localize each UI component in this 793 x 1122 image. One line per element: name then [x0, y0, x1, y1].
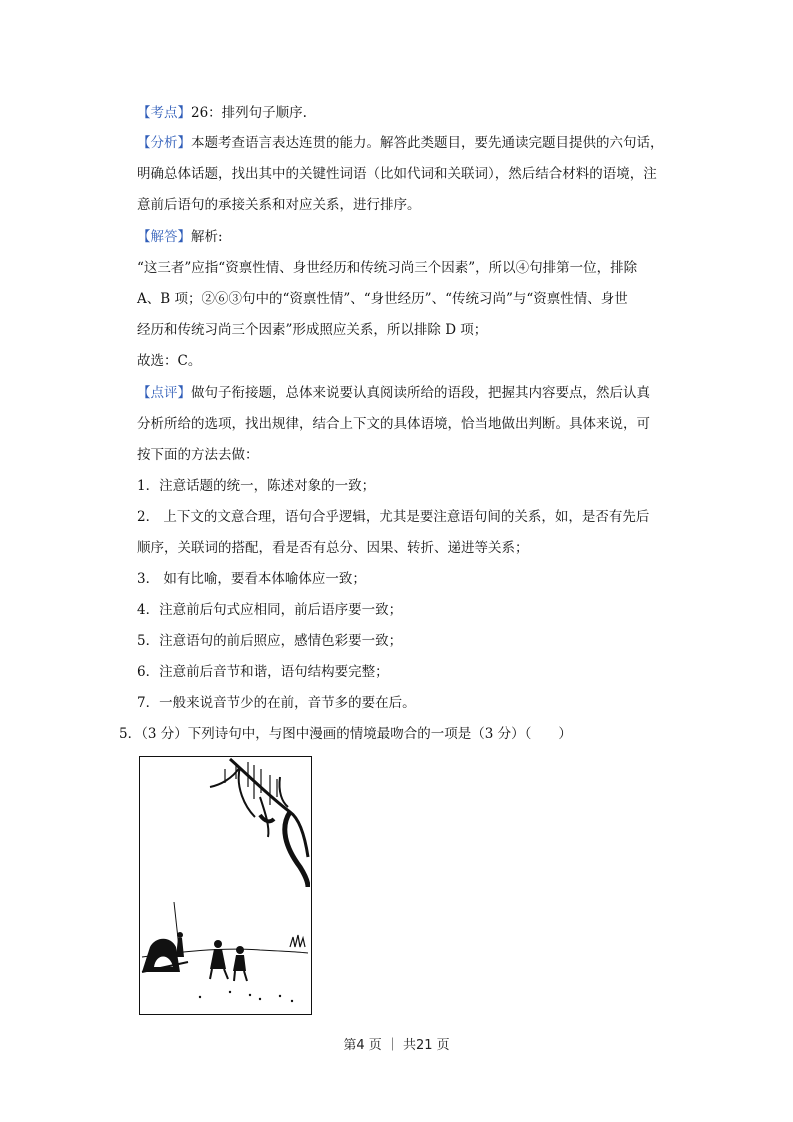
fenxi-line2: 明确总体话题，找出其中的关键性词语（比如代词和关联词），然后结合材料的语境，注 — [137, 166, 657, 182]
fenxi-line3: 意前后语句的承接关系和对应关系，进行排序。 — [137, 197, 421, 213]
kaodian-text: 26：排列句子顺序. — [191, 105, 307, 121]
kaodian-section — [137, 98, 677, 129]
method-item: 3． 如有比喻，要看本体喻体应一致； — [137, 571, 366, 587]
question-5: 5．（3 分）下列诗句中，与图中漫画的情境最吻合的一项是（3 分）（ ） — [119, 726, 572, 742]
method-item: 5．注意语句的前后照应，感情色彩要一致； — [137, 633, 403, 649]
jieda-line3: 经历和传统习尚三个因素”形成照应关系，所以排除 D 项； — [137, 322, 488, 338]
method-item: 顺序，关联词的搭配，看是否有总分、因果、转折、递进等关系； — [137, 540, 529, 556]
method-item: 7．一般来说音节少的在前，音节多的要在后。 — [137, 695, 416, 711]
cartoon-illustration — [140, 757, 310, 1013]
fenxi-section — [137, 128, 677, 221]
dianping-line2: 分析所给的选项，找出规律，结合上下文的具体语境，恰当地做出判断。具体来说，可 — [137, 416, 650, 432]
dianping-line1: 做句子衔接题，总体来说要认真阅读所给的语段，把握其内容要点，然后认真 — [191, 385, 650, 401]
kaodian-tag: 【考点】 — [137, 105, 191, 121]
jieda-head: 解析: — [191, 229, 223, 245]
page-footer: 第4 页 ｜ 共21 页 — [343, 1038, 450, 1053]
dianping-section — [137, 378, 677, 719]
method-item: 2． 上下文的文意合理，语句合乎逻辑，尤其是要注意语句间的关系，如，是否有先后 — [137, 509, 650, 525]
fenxi-line1: 本题考查语言表达连贯的能力。解答此类题目，要先通读完题目提供的六句话， — [191, 135, 664, 151]
cartoon-image — [139, 756, 312, 1015]
dianping-line3: 按下面的方法去做： — [137, 447, 259, 463]
dianping-tag: 【点评】 — [137, 385, 191, 401]
method-item: 4．注意前后句式应相同，前后语序要一致； — [137, 602, 403, 618]
jieda-line1: “这三者”应指“资禀性情、身世经历和传统习尚三个因素”，所以④句排第一位，排除 — [137, 260, 638, 276]
jieda-line2: A、B 项；②⑥③句中的“资禀性情”、“身世经历”、“传统习尚”与“资禀性情、身世 — [137, 291, 628, 307]
method-item: 6．注意前后音节和谐，语句结构要完整； — [137, 664, 389, 680]
jieda-section — [137, 222, 677, 377]
method-item: 1．注意话题的统一，陈述对象的一致； — [137, 478, 376, 494]
fenxi-tag: 【分析】 — [137, 135, 191, 151]
jieda-tag: 【解答】 — [137, 229, 191, 245]
jieda-line4: 故选：C。 — [137, 353, 202, 369]
